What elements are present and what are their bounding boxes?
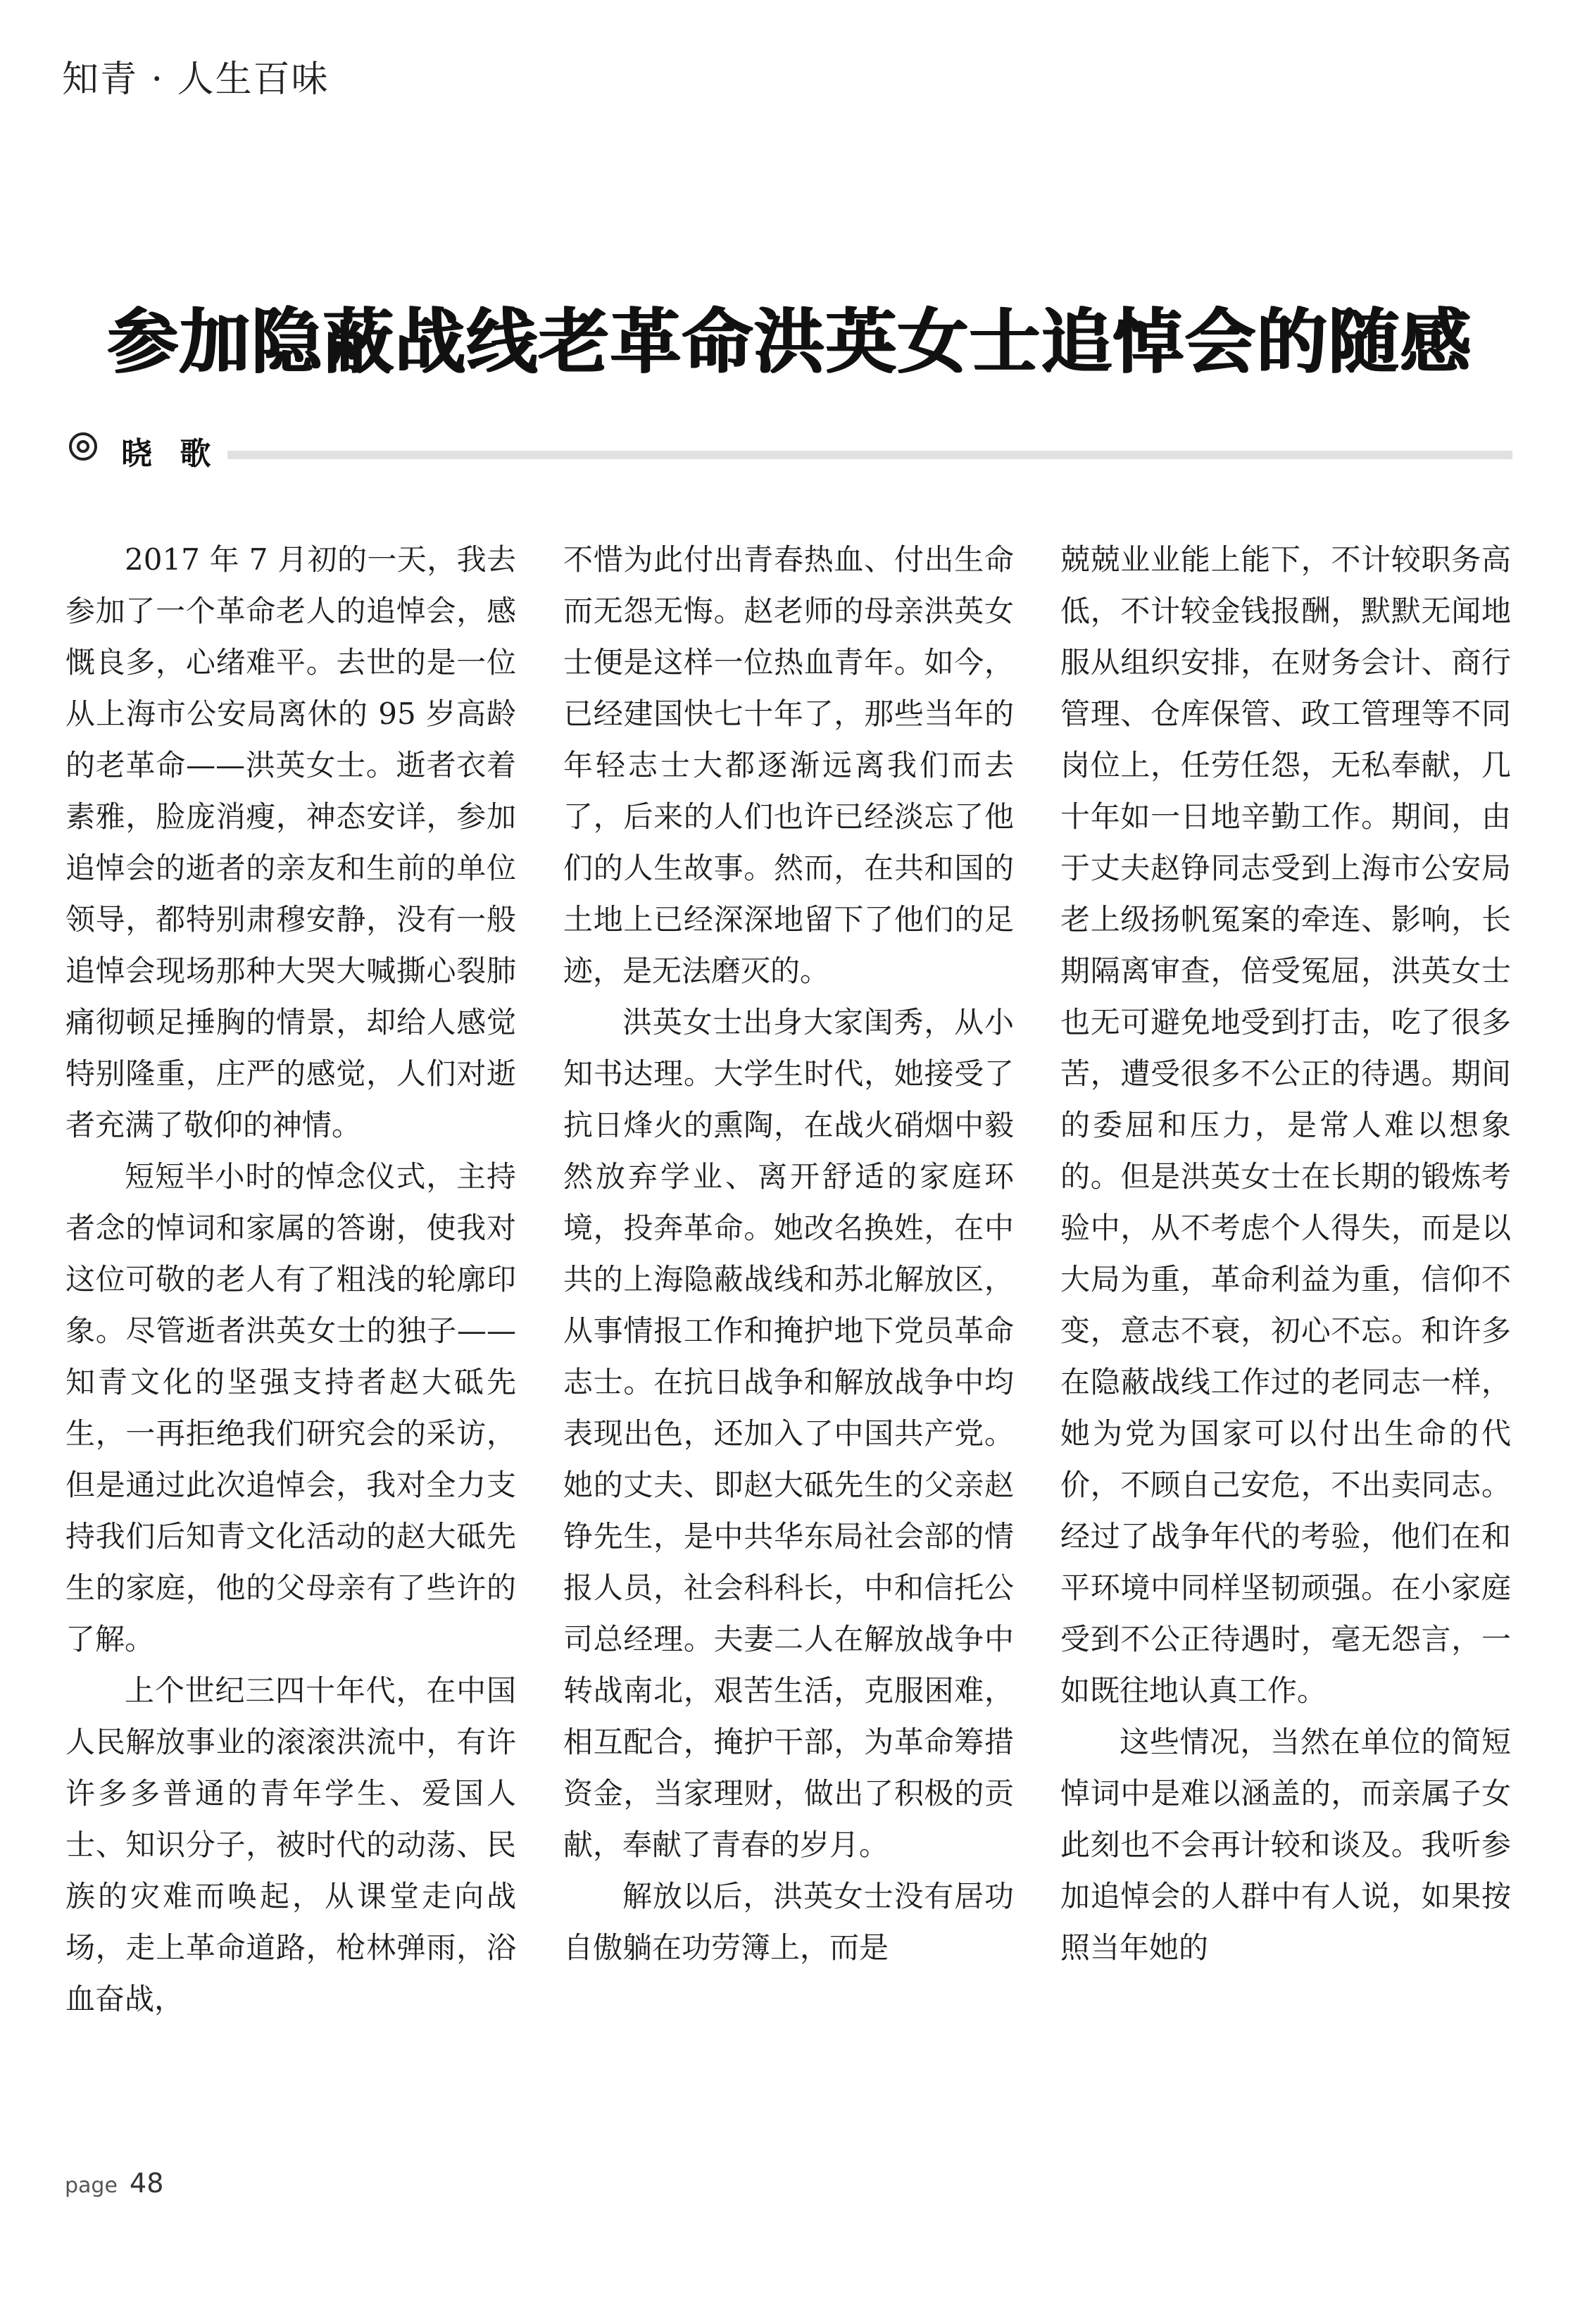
paragraph: 上个世纪三四十年代，在中国人民解放事业的滚滚洪流中，有许许多多普通的青年学生、爱国人士、知识分子，被时代的动荡、民族的灾难而唤起，从课堂走向战场，走上革命道路，枪林弹雨，浴血奋战，	[65, 1673, 516, 2016]
double-circle-icon	[69, 432, 97, 461]
text-column-3	[1060, 534, 1511, 1973]
paragraph: 这些情况，当然在单位的简短悼词中是难以涵盖的，而亲属子女此刻也不会再计较和谈及。我听参加追悼会的人群中有人说，如果按照当年她的	[1060, 1725, 1511, 1965]
article-title: 参加隐蔽战线老革命洪英女士追悼会的随感	[108, 301, 1472, 383]
paragraph-continued: 兢兢业业能上能下，不计较职务高低，不计较金钱报酬，默默无闻地服从组织安排，在财务会计、商行管理、仓库保管、政工管理等不同岗位上，任劳任怨，无私奉献，几十年如一日地辛勤工作。期间，由于丈夫赵铮同志受到上海市公安局老上级扬帆冤案的牵连、影响，长期隔离审查，倍受冤屈，洪英女士也无可避免地受到打击，吃了很多苦，遭受很多不公正的待遇。期间的委屈和压力，是常人难以想象的。但是洪英女士在长期的锻炼考验中，从不考虑个人得失，而是以大局为重，革命利益为重，信仰不变，意志不衰，初心不忘。和许多在隐蔽战线工作过的老同志一样，她为党为国家可以付出生命的代价，不顾自己安危，不出卖同志。经过了战争年代的考验，他们在和平环境中同样坚韧顽强。在小家庭受到不公正待遇时，毫无怨言，一如既往地认真工作。	[1060, 542, 1511, 1708]
paragraph: 2017 年 7 月初的一天，我去参加了一个革命老人的追悼会，感慨良多，心绪难平。去世的是一位从上海市公安局离休的 95 岁高龄的老革命——洪英女士。逝者衣着素雅，脸庞消瘦，神态安详，参加追悼会的逝者的亲友和生前的单位领导，都特别肃穆安静，没有一般追悼会现场那种大哭大喊撕心裂肺痛彻顿足捶胸的情景，却给人感觉特别隆重，庄严的感觉，人们对逝者充满了敬仰的神情。	[65, 542, 516, 1142]
text-column-1	[65, 534, 516, 2025]
page-label: page	[65, 2173, 118, 2198]
section-header: 知青 · 人生百味	[62, 58, 330, 101]
text-column-2	[563, 534, 1014, 1973]
paragraph-continued: 不惜为此付出青春热血、付出生命而无怨无悔。赵老师的母亲洪英女士便是这样一位热血青年。如今，已经建国快七十年了，那些当年的年轻志士大都逐渐远离我们而去了，后来的人们也许已经淡忘了他们的人生故事。然而，在共和国的土地上已经深深地留下了他们的足迹，是无法磨灭的。	[563, 542, 1014, 988]
author-byline	[69, 430, 1512, 472]
paragraph: 解放以后，洪英女士没有居功自傲躺在功劳簿上，而是	[563, 1879, 1014, 1965]
paragraph: 短短半小时的悼念仪式，主持者念的悼词和家属的答谢，使我对这位可敬的老人有了粗浅的轮廓印象。尽管逝者洪英女士的独子——知青文化的坚强支持者赵大砥先生，一再拒绝我们研究会的采访，但是通过此次追悼会，我对全力支持我们后知青文化活动的赵大砥先生的家庭，他的父母亲有了些许的了解。	[65, 1159, 516, 1656]
author-name: 晓 歌	[121, 436, 220, 472]
header-divider	[227, 451, 1512, 459]
page-footer	[65, 2168, 163, 2199]
paragraph: 洪英女士出身大家闺秀，从小知书达理。大学生时代，她接受了抗日烽火的熏陶，在战火硝烟中毅然放弃学业、离开舒适的家庭环境，投奔革命。她改名换姓，在中共的上海隐蔽战线和苏北解放区，从事情报工作和掩护地下党员革命志士。在抗日战争和解放战争中均表现出色，还加入了中国共产党。她的丈夫、即赵大砥先生的父亲赵铮先生，是中共华东局社会部的情报人员，社会科科长，中和信托公司总经理。夫妻二人在解放战争中转战南北，艰苦生活，克服困难，相互配合，掩护干部，为革命筹措资金，当家理财，做出了积极的贡献，奉献了青春的岁月。	[563, 1005, 1014, 1862]
page-number: 48	[130, 2168, 164, 2199]
